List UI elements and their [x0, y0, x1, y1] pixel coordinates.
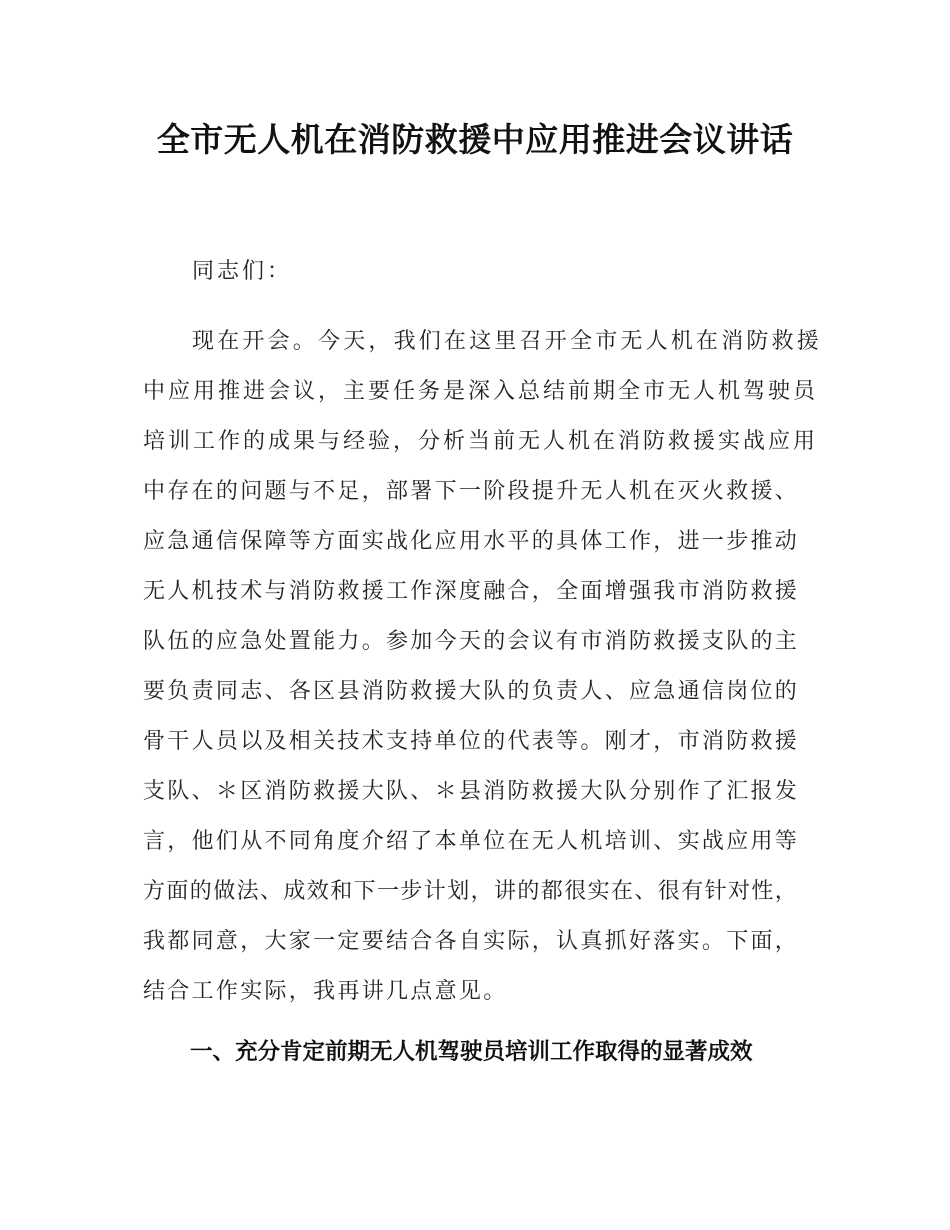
paragraph-line: 无人机技术与消防救援工作深度融合，全面增强我市消防救援 — [143, 579, 800, 604]
section-heading: 一、充分肯定前期无人机驾驶员培训工作取得的显著成效 — [190, 1039, 753, 1065]
paragraph-line: 结合工作实际，我再讲几点意见。 — [143, 979, 508, 1004]
paragraph-line: 应急通信保障等方面实战化应用水平的具体工作，进一步推动 — [143, 529, 800, 554]
paragraph-line: 培训工作的成果与经验，分析当前无人机在消防救援实战应用 — [143, 429, 819, 454]
salutation: 同志们： — [192, 259, 293, 284]
paragraph-line: 方面的做法、成效和下一步计划，讲的都很实在、很有针对性， — [143, 879, 799, 904]
paragraph-line: 中存在的问题与不足，部署下一阶段提升无人机在灭火救援、 — [143, 479, 800, 504]
document-title: 全市无人机在消防救援中应用推进会议讲话 — [156, 120, 794, 159]
paragraph-line: 骨干人员以及相关技术支持单位的代表等。刚才，市消防救援 — [143, 729, 800, 754]
paragraph-line: 现在开会。今天，我们在这里召开全市无人机在消防救援 — [192, 329, 823, 354]
paragraph-line: 言，他们从不同角度介绍了本单位在无人机培训、实战应用等 — [143, 829, 800, 854]
paragraph-line: 要负责同志、各区县消防救援大队的负责人、应急通信岗位的 — [143, 679, 800, 704]
paragraph-line: 队伍的应急处置能力。参加今天的会议有市消防救援支队的主 — [143, 629, 800, 654]
paragraph-line: 支队、＊区消防救援大队、＊县消防救援大队分别作了汇报发 — [143, 779, 800, 804]
paragraph-line: 我都同意，大家一定要结合各自实际，认真抓好落实。下面， — [143, 929, 800, 954]
paragraph-line: 中应用推进会议，主要任务是深入总结前期全市无人机驾驶员 — [143, 379, 819, 404]
